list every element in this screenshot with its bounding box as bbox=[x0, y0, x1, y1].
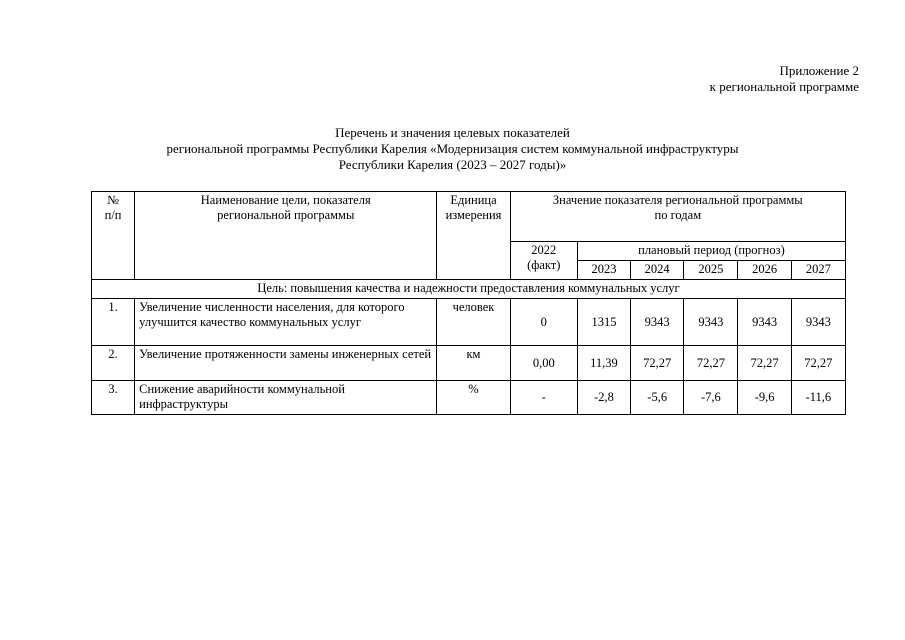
header-fact-label: (факт) bbox=[527, 258, 561, 272]
header-number-line-1: № bbox=[107, 193, 120, 207]
row-unit: человек bbox=[437, 299, 510, 346]
row-value-2026: -9,6 bbox=[738, 381, 791, 415]
header-plan-period: плановый период (прогноз) bbox=[577, 242, 845, 261]
row-value-2024: 72,27 bbox=[631, 346, 684, 381]
header-number bbox=[92, 192, 135, 280]
title-line-1: Перечень и значения целевых показателей bbox=[335, 125, 570, 140]
header-values bbox=[510, 192, 845, 242]
header-values-line-2: по годам bbox=[654, 208, 702, 222]
table-row bbox=[92, 346, 846, 381]
header-year-2023: 2023 bbox=[577, 261, 630, 280]
appendix-line-2: к региональной программе bbox=[709, 79, 859, 94]
header-unit bbox=[437, 192, 510, 280]
header-unit-line-2: измерения bbox=[445, 208, 502, 222]
row-value-2027: 9343 bbox=[791, 299, 845, 346]
table-row bbox=[92, 299, 846, 346]
row-value-2027: 72,27 bbox=[791, 346, 845, 381]
row-name: Снижение аварийности коммунальной инфраструктуры bbox=[135, 381, 437, 415]
row-value-2024: 9343 bbox=[631, 299, 684, 346]
goal-row: Цель: повышения качества и надежности предоставления коммунальных услуг bbox=[92, 280, 846, 299]
row-number: 3. bbox=[92, 381, 135, 415]
header-fact bbox=[510, 242, 577, 280]
table-row bbox=[92, 381, 846, 415]
row-number: 1. bbox=[92, 299, 135, 346]
row-value-2025: 72,27 bbox=[684, 346, 738, 381]
row-unit: км bbox=[437, 346, 510, 381]
row-value-2024: -5,6 bbox=[631, 381, 684, 415]
row-number: 2. bbox=[92, 346, 135, 381]
header-year-2027: 2027 bbox=[791, 261, 845, 280]
header-name-line-2: региональной программы bbox=[217, 208, 355, 222]
header-year-2024: 2024 bbox=[631, 261, 684, 280]
header-name-line-1: Наименование цели, показателя bbox=[200, 193, 371, 207]
header-number-line-2: п/п bbox=[104, 208, 122, 222]
header-year-2026: 2026 bbox=[738, 261, 791, 280]
row-name: Увеличение численности населения, для которого улучшится качество коммунальных услуг bbox=[135, 299, 437, 346]
header-year-2025: 2025 bbox=[684, 261, 738, 280]
appendix-note bbox=[710, 63, 859, 95]
row-fact: 0,00 bbox=[510, 346, 577, 381]
header-values-line-1: Значение показателя региональной программы bbox=[552, 193, 803, 207]
header-unit-line-1: Единица bbox=[450, 193, 497, 207]
document-title bbox=[0, 125, 905, 173]
row-unit: % bbox=[437, 381, 510, 415]
row-value-2023: -2,8 bbox=[577, 381, 630, 415]
row-value-2025: 9343 bbox=[684, 299, 738, 346]
header-name bbox=[135, 192, 437, 280]
indicators-table bbox=[91, 191, 846, 415]
title-line-3: Республики Карелия (2023 – 2027 годы)» bbox=[338, 157, 567, 172]
row-value-2027: -11,6 bbox=[791, 381, 845, 415]
row-value-2023: 1315 bbox=[577, 299, 630, 346]
row-name: Увеличение протяженности замены инженерных сетей bbox=[135, 346, 437, 381]
row-value-2025: -7,6 bbox=[684, 381, 738, 415]
row-value-2026: 72,27 bbox=[738, 346, 791, 381]
row-fact: 0 bbox=[510, 299, 577, 346]
row-value-2026: 9343 bbox=[738, 299, 791, 346]
header-fact-year: 2022 bbox=[531, 243, 557, 257]
title-line-2: региональной программы Республики Карелия «Модернизация систем коммунальной инфраструктуры bbox=[166, 141, 739, 156]
appendix-line-1: Приложение 2 bbox=[779, 63, 859, 78]
row-value-2023: 11,39 bbox=[577, 346, 630, 381]
row-fact: - bbox=[510, 381, 577, 415]
